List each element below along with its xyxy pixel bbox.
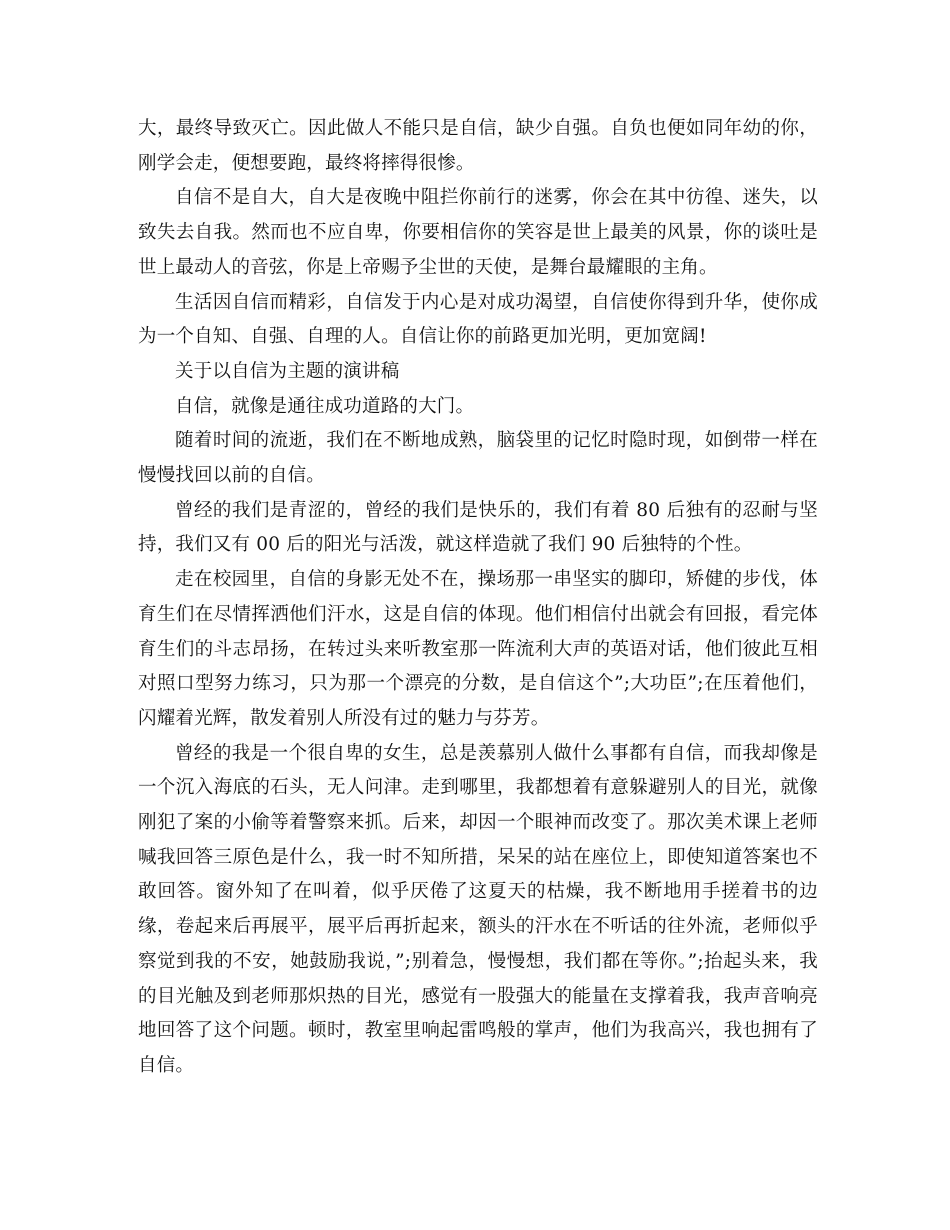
paragraph: 自信，就像是通往成功道路的大门。 (175, 395, 475, 417)
paragraph: 曾经的我们是青涩的，曾经的我们是快乐的，我们有着 80 后独有的忍耐与坚持，我们又有 00 后的阳光与活泼，就这样造就了我们 90 后独特的个性。 (138, 499, 818, 556)
paragraph: 走在校园里，自信的身影无处不在，操场那一串坚实的脚印，矫健的步伐，体育生们在尽情挥洒他们汗水，这是自信的体现。他们相信付出就会有回报，看完体育生们的斗志昂扬，在转过头来听教室那一阵流利大声的英语对话，他们彼此互相对照口型努力练习，只为那一个漂亮的分数，是自信这个”;大功臣”;在压着他们，闪耀着光辉，散发着别人所没有过的魅力与芬芳。 (138, 569, 818, 729)
paragraph: 随着时间的流逝，我们在不断地成熟，脑袋里的记忆时隐时现，如倒带一样在慢慢找回以前的自信。 (138, 430, 818, 487)
paragraph: 曾经的我是一个很自卑的女生，总是羡慕别人做什么事都有自信，而我却像是一个沉入海底的石头，无人问津。走到哪里，我都想着有意躲避别人的目光，就像刚犯了案的小偷等着警察来抓。后来，却因一个眼神而改变了。那次美术课上老师喊我回答三原色是什么，我一时不知所措，呆呆的站在座位上，即使知道答案也不敢回答。窗外知了在叫着，似乎厌倦了这夏天的枯燥，我不断地用手搓着书的边缘，卷起来后再展平，展平后再折起来，额头的汗水在不听话的往外流，老师似乎察觉到我的不安，她鼓励我说，”;别着急，慢慢想，我们都在等你。”;抬起头来，我的目光触及到老师那炽热的目光，感觉有一股强大的能量在支撑着我，我声音响亮地回答了这个问题。顿时，教室里响起雷鸣般的掌声，他们为我高兴，我也拥有了自信。 (138, 742, 818, 1076)
paragraph: 自信不是自大，自大是夜晚中阻拦你前行的迷雾，你会在其中彷徨、迷失，以致失去自我。然而也不应自卑，你要相信你的笑容是世上最美的风景，你的谈吐是世上最动人的音弦，你是上帝赐予尘世的天使，是舞台最耀眼的主角。 (138, 187, 818, 278)
paragraph: 生活因自信而精彩，自信发于内心是对成功渴望，自信使你得到升华，使你成为一个自知、自强、自理的人。自信让你的前路更加光明，更加宽阔! (138, 291, 818, 348)
paragraph-continuation: 大，最终导致灭亡。因此做人不能只是自信，缺少自强。自负也便如同年幼的你，刚学会走，便想要跑，最终将摔得很惨。 (138, 118, 818, 174)
section-heading: 关于以自信为主题的演讲稿 (175, 360, 400, 382)
document-page (138, 112, 818, 1084)
